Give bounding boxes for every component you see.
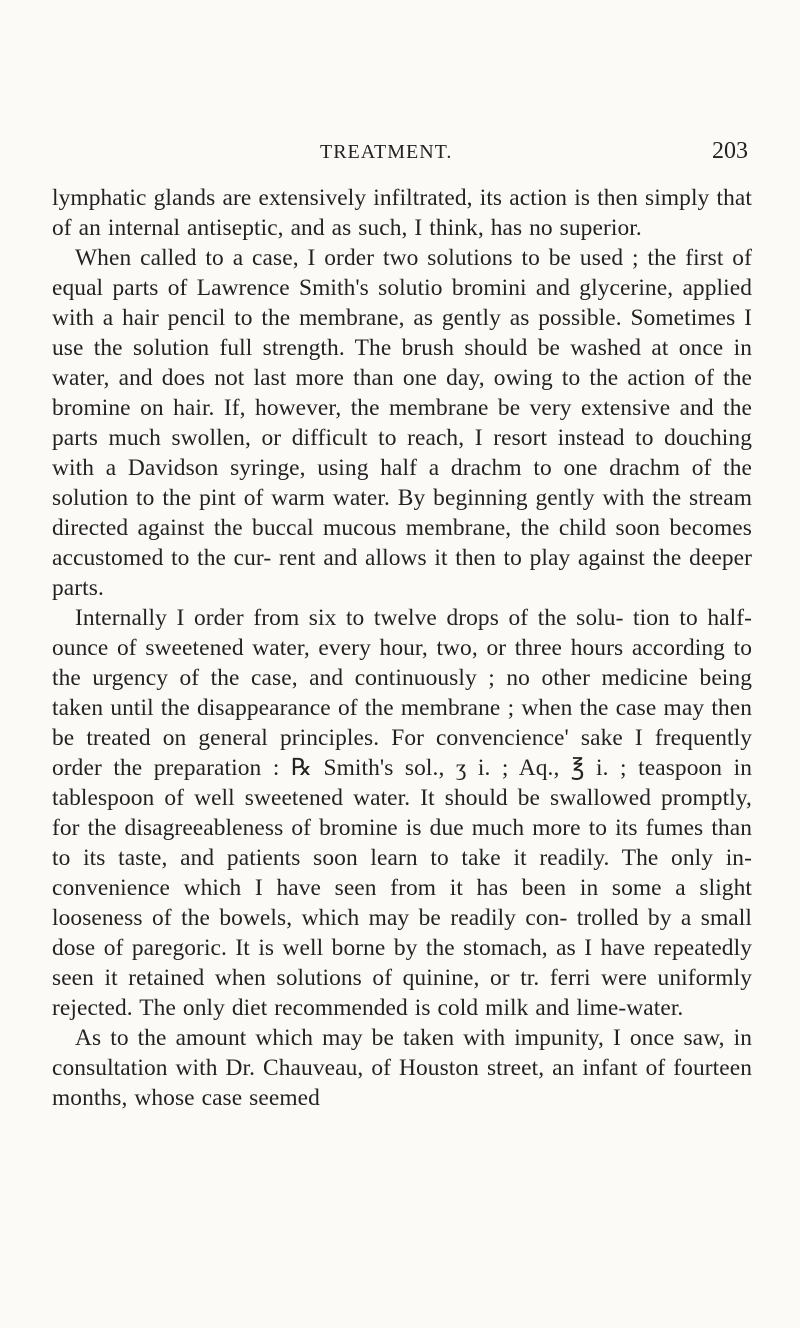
page-number: 203 xyxy=(712,138,748,164)
paragraph: lymphatic glands are extensively infiltrated, its action is then simply that of an internal antiseptic, and as such, I think, has no superior. xyxy=(52,185,752,241)
paragraph: Internally I order from six to twelve drops of the solu- tion to half-ounce of sweetened water, every hour, two, or three hours according to the urgency of the case, and continuously ; no other medicine being taken until the disappearance of the membrane ; when the case may then be treated on general principles. For convencience' sake I frequently order the preparation : ℞ Smith's sol., ʒ i. ; Aq., ℥ i. ; teaspoon in tablespoon of well sweetened water. It should be swallowed promptly, for the disagreeableness of bromine is due much more to its fumes than to its taste, and patients soon learn to take it readily. The only in- convenience which I have seen from it has been in some a slight looseness of the bowels, which may be readily con- trolled by a small dose of paregoric. It is well borne by the stomach, as I have repeatedly seen it retained when solutions of quinine, or tr. ferri were uniformly rejected. The only diet recommended is cold milk and lime-water. xyxy=(52,605,752,1021)
book-page xyxy=(52,138,752,1113)
paragraph: When called to a case, I order two solutions to be used ; the first of equal parts of Lawrence Smith's solutio bromini and glycerine, applied with a hair pencil to the membrane, as gently as possible. Sometimes I use the solution full strength. The brush should be washed at once in water, and does not last more than one day, owing to the action of the bromine on hair. If, however, the membrane be very extensive and the parts much swollen, or difficult to reach, I resort instead to douching with a Davidson syringe, using half a drachm to one drachm of the solution to the pint of warm water. By beginning gently with the stream directed against the buccal mucous membrane, the child soon becomes accustomed to the cur- rent and allows it then to play against the deeper parts. xyxy=(52,245,752,601)
paragraph: As to the amount which may be taken with impunity, I once saw, in consultation with Dr. Chauveau, of Houston street, an infant of fourteen months, whose case seemed xyxy=(52,1025,752,1111)
chapter-title: TREATMENT. xyxy=(320,141,453,163)
body-text xyxy=(52,183,752,1113)
running-head xyxy=(52,138,752,165)
